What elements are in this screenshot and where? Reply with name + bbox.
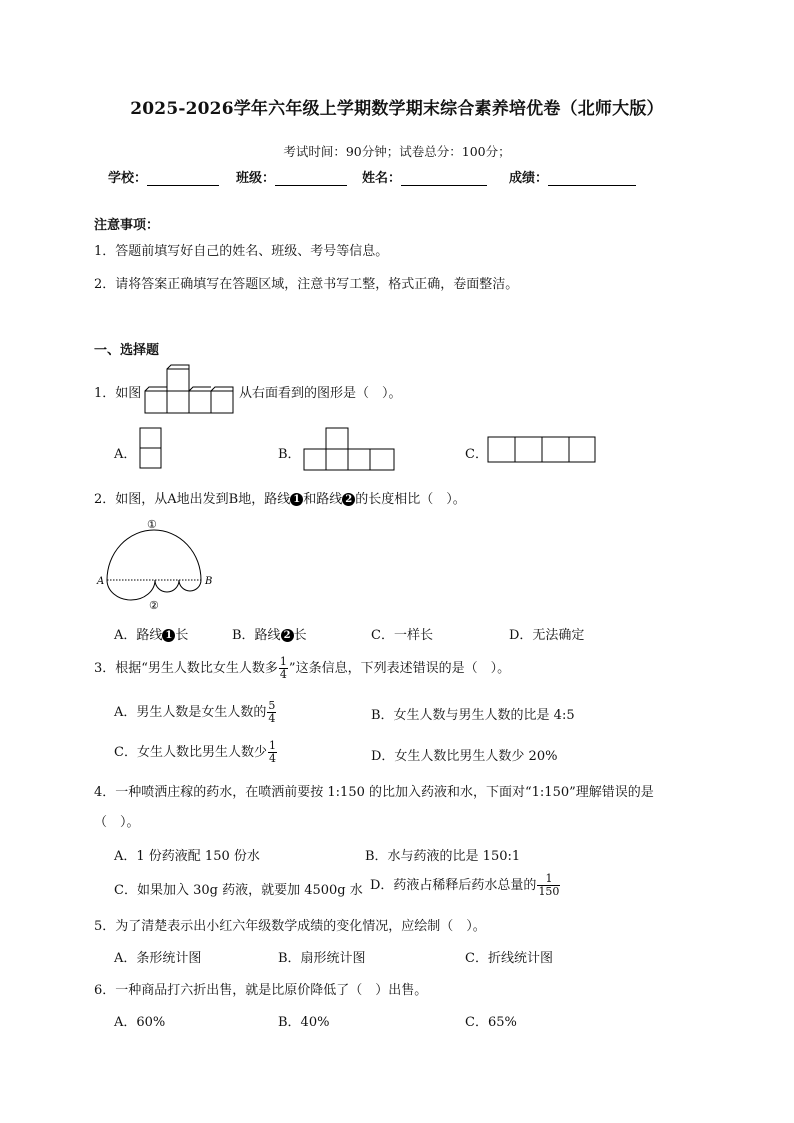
question-2-text: 2．如图，从A地出发到B地，路线 1 和路线 2 的长度相比（ ）。 [94,492,466,507]
q2-option-a[interactable]: A．路线 1 长 [114,628,189,643]
q3-option-d[interactable]: D．女生人数比男生人数少 20% [371,749,558,764]
school-label: 学校： [108,171,148,186]
q3-option-a[interactable]: A．男生人数是女生人数的 $\frac{5}{4}$ [114,699,276,725]
q5-option-c[interactable]: C．折线统计图 [465,951,553,966]
route-1-mark: 1 [290,493,303,506]
fraction: $\frac{1}{4}$ [279,655,287,681]
page-title: 2025-2026学年六年级上学期数学期末综合素养培优卷（北师大版） [130,99,664,119]
exam-info: 考试时间：90分钟；试卷总分：100分； [283,144,511,159]
school-field[interactable] [108,167,219,186]
q2-option-c[interactable]: C．一样长 [371,628,433,643]
class-field[interactable] [236,167,347,186]
q5-option-a[interactable]: A．条形统计图 [114,951,202,966]
question-1-number: 1．如图 [94,386,142,401]
point-b-label: B [205,576,213,587]
class-blank[interactable] [275,171,347,186]
q2-option-d[interactable]: D．无法确定 [509,628,585,643]
note-item: 2．请将答案正确填写在答题区域，注意书写工整，格式正确，卷面整洁。 [94,277,519,292]
score-field[interactable] [509,167,636,186]
question-3-text: 3．根据“男生人数比女生人数多 $\frac{1}{4}$ ”这条信息，下列表述错误的是（ ）。 [94,655,511,681]
class-label: 班级： [236,171,276,186]
point-a-label: A [97,576,105,587]
q4-option-c[interactable]: C．如果加入 30g 药液，就要加 4500g 水 [114,883,363,898]
question-4-text: 4．一种喷洒庄稼的药水，在喷洒前要按 1:150 的比加入药液和水，下面对“1:150”理解错误的是 [94,785,654,800]
q4-option-d[interactable]: D．药液占稀释后药水总量的 $\frac{1}{150}$ [370,872,560,898]
question-4-text-cont: （ ）。 [94,815,140,830]
section-heading: 一、选择题 [94,343,160,358]
q6-option-c[interactable]: C．65% [465,1015,517,1030]
q2-route-diagram [94,514,224,612]
q1-option-b-figure[interactable] [303,427,396,471]
q6-option-b[interactable]: B．40% [278,1015,330,1030]
q1-option-a-label[interactable]: A． [114,447,137,462]
q2-option-b[interactable]: B．路线 2 长 [232,628,307,643]
question-1-text: 从右面看到的图形是（ ）。 [239,386,402,401]
q3-option-c[interactable]: C．女生人数比男生人数少 $\frac{1}{4}$ [114,739,276,765]
q1-option-c-label[interactable]: C． [465,447,488,462]
q4-option-b[interactable]: B．水与药液的比是 150:1 [365,849,521,864]
question-5-text: 5．为了清楚表示出小红六年级数学成绩的变化情况，应绘制（ ）。 [94,919,486,934]
q4-option-a[interactable]: A．1 份药液配 150 份水 [114,849,260,864]
score-blank[interactable] [548,171,636,186]
q5-option-b[interactable]: B．扇形统计图 [278,951,366,966]
route-2-mark: 2 [342,493,355,506]
q6-option-a[interactable]: A．60% [114,1015,166,1030]
school-blank[interactable] [147,171,219,186]
question-6-text: 6．一种商品打六折出售，就是比原价降低了（ ）出售。 [94,983,428,998]
score-label: 成绩： [509,171,549,186]
q1-cube-figure [144,364,236,414]
notes-heading: 注意事项： [94,218,160,233]
note-item: 1．答题前填写好自己的姓名、班级、考号等信息。 [94,244,389,259]
q1-option-c-figure[interactable] [487,436,597,464]
q3-option-b[interactable]: B．女生人数与男生人数的比是 4:5 [371,708,575,723]
name-field[interactable] [362,167,487,186]
name-blank[interactable] [401,171,487,186]
name-label: 姓名： [362,171,402,186]
q1-option-b-label[interactable]: B． [278,447,301,462]
q1-option-a-figure[interactable] [139,427,163,469]
route-1-label: ① [147,518,157,531]
route-2-label: ② [149,599,159,612]
